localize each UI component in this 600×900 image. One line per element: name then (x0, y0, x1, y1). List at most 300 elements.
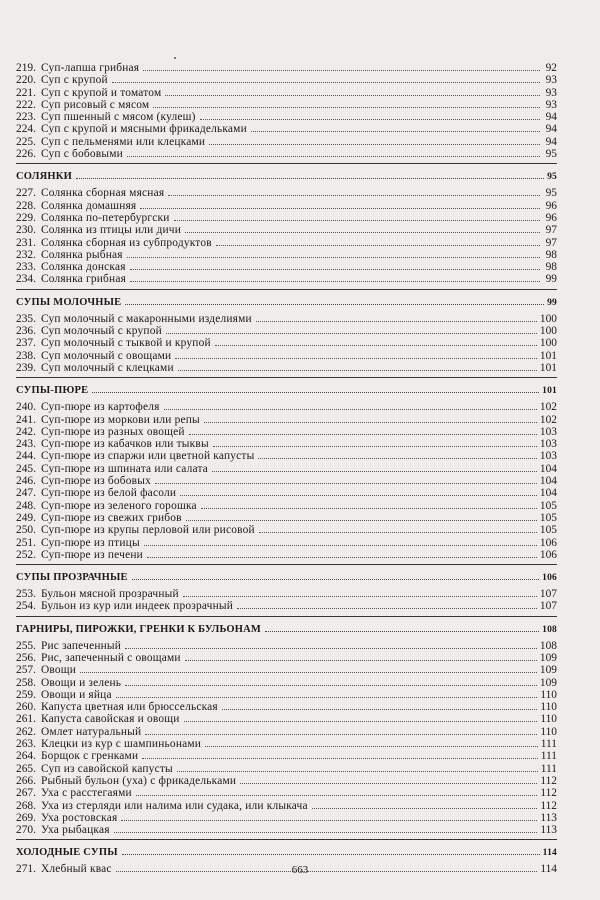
toc-entry (16, 121, 557, 136)
dot-leader (204, 412, 537, 423)
entry-number: 255. (16, 639, 36, 652)
table-of-contents (16, 60, 557, 874)
toc-entry (16, 785, 557, 800)
entry-number: 248. (16, 499, 36, 512)
entry-list (16, 399, 557, 559)
toc-entry (16, 185, 557, 200)
dot-leader (92, 383, 539, 393)
toc-entry (16, 699, 557, 714)
entry-number: 244. (16, 450, 36, 463)
entry-title: Суп-пюре из бобовых (40, 475, 151, 488)
entry-number: 241. (16, 413, 36, 426)
entry-title: Суп из савойской капусты (40, 762, 173, 775)
dot-leader (168, 185, 540, 196)
entry-number: 228. (16, 199, 36, 212)
entry-page-number: 93 (545, 86, 557, 99)
dot-leader (174, 210, 540, 221)
dot-leader (132, 570, 539, 580)
entry-number: 226. (16, 148, 36, 161)
entry-page-number: 94 (545, 135, 557, 148)
entry-page-number: 97 (545, 236, 557, 249)
toc-entry (16, 810, 557, 822)
entry-title: Солянка грибная (40, 273, 127, 286)
entry-number: 247. (16, 487, 36, 500)
entry-title: Бульон из кур или индеек прозрачный (40, 600, 234, 613)
toc-entry (16, 675, 557, 687)
entry-page-number: 111 (540, 750, 557, 763)
entry-page-number: 111 (540, 762, 557, 775)
section-title: СУПЫ-ПЮРЕ (16, 385, 89, 397)
entry-list (16, 586, 557, 611)
dot-leader (125, 675, 537, 686)
page-number: 663 (291, 864, 309, 876)
toc-entry (16, 448, 557, 463)
toc-entry (16, 412, 557, 424)
entry-number: 243. (16, 438, 36, 451)
entry-page-number: 110 (540, 688, 557, 701)
section-title: ГАРНИРЫ, ПИРОЖКИ, ГРЕНКИ К БУЛЬОНАМ (16, 623, 261, 635)
dot-leader (125, 638, 537, 649)
entry-title: Суп-пюре из разных овощей (40, 425, 185, 438)
entry-page-number: 101 (539, 361, 557, 374)
entry-number: 239. (16, 361, 36, 374)
dot-leader (222, 699, 537, 710)
toc-entry (16, 485, 557, 500)
entry-title: Рыбный бульон (уха) с фрикадельками (40, 774, 237, 787)
entry-page-number: 109 (539, 664, 557, 677)
entry-title: Бульон мясной прозрачный (40, 588, 179, 601)
toc-entry (16, 662, 557, 677)
entry-number: 238. (16, 349, 36, 362)
page-speck (174, 57, 176, 59)
entry-number: 251. (16, 536, 36, 549)
toc-entry (16, 360, 557, 372)
entry-number: 237. (16, 337, 36, 350)
entry-title: Суп-пюре из птицы (40, 536, 140, 549)
toc-entry (16, 598, 557, 613)
entry-number: 229. (16, 211, 36, 224)
entry-page-number: 104 (539, 475, 557, 488)
entry-number: 245. (16, 462, 36, 475)
entry-title: Суп-пюре из шпината или салата (40, 462, 209, 475)
entry-number: 257. (16, 664, 36, 677)
dot-leader (251, 121, 540, 132)
entry-page-number: 101 (539, 349, 557, 362)
dot-leader (112, 72, 540, 83)
toc-entry (16, 798, 557, 810)
entry-page-number: 112 (540, 787, 557, 800)
entry-page-number: 96 (545, 199, 557, 212)
entry-title: Омлет натуральный (40, 725, 142, 738)
section-page-number: 108 (542, 624, 557, 635)
section-title: СУПЫ ПРОЗРАЧНЫЕ (16, 572, 128, 584)
entry-number: 262. (16, 725, 36, 738)
dot-leader (116, 687, 538, 698)
entry-title: Суп молочный с клецками (40, 361, 174, 374)
entry-page-number: 100 (539, 312, 557, 325)
dot-leader (240, 773, 537, 784)
entry-title: Суп-пюре из печени (40, 548, 143, 561)
dot-leader (178, 360, 537, 371)
dot-leader (130, 271, 540, 282)
dot-leader (125, 295, 544, 305)
dot-leader (122, 845, 540, 855)
entry-page-number: 108 (539, 639, 557, 652)
entry-number: 240. (16, 401, 36, 414)
entry-number: 234. (16, 273, 36, 286)
entry-title: Суп молочный с макаронными изделиями (40, 312, 252, 325)
toc-entry (16, 736, 557, 751)
toc-entry (16, 510, 557, 522)
entry-number: 221. (16, 86, 36, 99)
entry-number: 264. (16, 750, 36, 763)
dot-leader (200, 109, 540, 120)
toc-entry (16, 146, 557, 161)
section-heading-block (16, 163, 557, 181)
entry-page-number: 104 (539, 462, 557, 475)
entry-page-number: 98 (545, 261, 557, 274)
entry-page-number: 99 (545, 273, 557, 286)
dot-leader (212, 461, 537, 472)
entry-page-number: 97 (545, 224, 557, 237)
entry-page-number: 94 (545, 111, 557, 124)
entry-title: Солянка из птицы или дичи (40, 224, 182, 237)
entry-number: 258. (16, 676, 36, 689)
toc-entry (16, 461, 557, 473)
entry-title: Солянка сборная из субпродуктов (40, 236, 212, 249)
section-heading (16, 295, 557, 307)
toc-entry (16, 235, 557, 247)
dot-leader (201, 498, 537, 509)
toc-entry (16, 522, 557, 537)
entry-title: Солянка донская (40, 261, 126, 274)
entry-page-number: 107 (539, 600, 557, 613)
entry-title: Рис, запеченный с овощами (40, 651, 181, 664)
dot-leader (180, 485, 537, 496)
entry-number: 222. (16, 98, 36, 111)
entry-number: 227. (16, 187, 36, 200)
entry-page-number: 103 (539, 438, 557, 451)
toc-entry (16, 134, 557, 146)
section-heading-block (16, 377, 557, 395)
section-page-number: 95 (547, 172, 557, 183)
entry-number: 235. (16, 312, 36, 325)
entry-number: 268. (16, 799, 36, 812)
section-page-number: 99 (547, 297, 557, 308)
dot-leader (189, 424, 537, 435)
toc-entry (16, 586, 557, 601)
entry-page-number: 106 (539, 548, 557, 561)
entry-title: Суп с бобовыми (40, 148, 123, 161)
toc-entry (16, 60, 557, 72)
section-heading-block (16, 564, 557, 582)
toc-entry (16, 109, 557, 124)
entry-list (16, 638, 557, 835)
entry-page-number: 109 (539, 676, 557, 689)
entry-title: Суп-пюре из крупы перловой или рисовой (40, 524, 255, 537)
entry-title: Клецки из кур с шампиньонами (40, 738, 202, 751)
toc-entry (16, 85, 557, 97)
dot-leader (213, 436, 537, 447)
dot-leader (155, 473, 537, 484)
entry-number: 271. (16, 863, 36, 876)
entry-title: Уха рыбацкая (40, 824, 110, 837)
toc-entry (16, 547, 557, 559)
entry-page-number: 110 (540, 701, 557, 714)
entry-number: 231. (16, 236, 36, 249)
dot-leader (183, 586, 537, 597)
entry-title: Уха из стерляди или налима или судака, или клыкача (40, 799, 308, 812)
entry-list (16, 60, 557, 161)
dot-leader (185, 650, 537, 661)
entry-title: Рис запеченный (40, 639, 122, 652)
dot-leader (164, 399, 537, 410)
section-title: СОЛЯНКИ (16, 171, 72, 183)
entry-number: 265. (16, 762, 36, 775)
entry-page-number: 98 (545, 248, 557, 261)
entry-page-number: 105 (539, 499, 557, 512)
entry-title: Суп-пюре из картофеля (40, 401, 160, 414)
toc-entry (16, 498, 557, 510)
section-page-number: 114 (542, 848, 557, 859)
entry-page-number: 105 (539, 511, 557, 524)
section-title: СУПЫ МОЛОЧНЫЕ (16, 296, 122, 308)
entry-page-number: 102 (539, 401, 557, 414)
toc-entry (16, 210, 557, 222)
dot-leader (114, 822, 538, 833)
entry-page-number: 103 (539, 425, 557, 438)
entry-number: 242. (16, 425, 36, 438)
section-heading (16, 845, 557, 857)
dot-leader (153, 97, 540, 108)
entry-title: Суп-пюре из спаржи или цветной капусты (40, 450, 255, 463)
entry-number: 270. (16, 824, 36, 837)
section-heading (16, 570, 557, 582)
entry-title: Солянка домашняя (40, 199, 137, 212)
entry-page-number: 110 (540, 725, 557, 738)
section-heading (16, 383, 557, 395)
dot-leader (136, 785, 538, 796)
entry-title: Уха ростовская (40, 811, 118, 824)
section-heading-block (16, 839, 557, 857)
entry-number: 269. (16, 811, 36, 824)
entry-title: Капуста цветная или брюссельская (40, 701, 218, 714)
toc-entry (16, 97, 557, 109)
toc-entry (16, 650, 557, 662)
toc-entry (16, 436, 557, 451)
entry-title: Суп с крупой (40, 74, 108, 87)
toc-entry (16, 638, 557, 650)
toc-entry (16, 271, 557, 286)
section-heading (16, 169, 557, 181)
dot-leader (259, 522, 537, 533)
entry-number: 254. (16, 600, 36, 613)
entry-page-number: 113 (540, 811, 557, 824)
dot-leader (165, 85, 540, 96)
entry-number: 252. (16, 548, 36, 561)
entry-title: Солянка рыбная (40, 248, 123, 261)
toc-entry (16, 773, 557, 785)
entry-title: Солянка по-петербургски (40, 211, 170, 224)
entry-title: Суп-пюре из свежих грибов (40, 511, 182, 524)
dot-leader (256, 311, 537, 322)
toc-entry (16, 222, 557, 237)
dot-leader (140, 198, 540, 209)
entry-title: Суп-лапша грибная (40, 62, 140, 74)
entry-page-number: 100 (539, 325, 557, 338)
entry-number: 259. (16, 688, 36, 701)
toc-entry (16, 687, 557, 699)
dot-leader (185, 222, 540, 233)
entry-page-number: 92 (545, 62, 557, 74)
entry-title: Суп-пюре из белой фасоли (40, 487, 177, 500)
entry-title: Овощи (40, 664, 77, 677)
entry-page-number: 93 (545, 74, 557, 87)
dot-leader (184, 711, 538, 722)
entry-page-number: 114 (540, 863, 557, 876)
dot-leader (142, 748, 537, 759)
entry-number: 223. (16, 111, 36, 124)
entry-page-number: 104 (539, 487, 557, 500)
entry-page-number: 95 (545, 148, 557, 161)
entry-number: 249. (16, 511, 36, 524)
toc-entry (16, 724, 557, 736)
entry-page-number: 112 (540, 774, 557, 787)
entry-page-number: 111 (540, 738, 557, 751)
entry-number: 236. (16, 325, 36, 338)
entry-number: 220. (16, 74, 36, 87)
entry-page-number: 107 (539, 588, 557, 601)
dot-leader (215, 335, 537, 346)
entry-number: 233. (16, 261, 36, 274)
entry-title: Суп молочный с овощами (40, 349, 172, 362)
entry-title: Суп-пюре из кабачков или тыквы (40, 438, 209, 451)
dot-leader (127, 247, 540, 258)
dot-leader (144, 535, 537, 546)
entry-page-number: 96 (545, 211, 557, 224)
toc-entry (16, 399, 557, 414)
dot-leader (177, 761, 538, 772)
entry-number: 250. (16, 524, 36, 537)
entry-page-number: 105 (539, 524, 557, 537)
entry-list (16, 185, 557, 286)
entry-page-number: 94 (545, 123, 557, 136)
entry-title: Суп рисовый с мясом (40, 98, 150, 111)
entry-title: Хлебный квас (40, 863, 112, 876)
dot-leader (130, 259, 540, 270)
entry-page-number: 102 (539, 413, 557, 426)
dot-leader (186, 510, 537, 521)
toc-entry (16, 535, 557, 547)
entry-page-number: 109 (539, 651, 557, 664)
toc-entry (16, 761, 557, 773)
dot-leader (121, 810, 537, 821)
entry-number: 263. (16, 738, 36, 751)
entry-page-number: 112 (540, 799, 557, 812)
entry-title: Суп с крупой и мясными фрикадельками (40, 123, 247, 136)
toc-entry (16, 259, 557, 274)
entry-title: Суп-пюре из зеленого горошка (40, 499, 197, 512)
dot-leader (237, 598, 537, 609)
entry-title: Борщок с гренками (40, 750, 139, 763)
section-page-number: 106 (542, 573, 557, 584)
entry-number: 266. (16, 774, 36, 787)
entry-number: 225. (16, 135, 36, 148)
dot-leader (80, 662, 537, 673)
dot-leader (209, 134, 540, 145)
dot-leader (265, 622, 539, 632)
toc-entry (16, 348, 557, 360)
toc-entry (16, 748, 557, 763)
section-heading-block (16, 289, 557, 307)
dot-leader (147, 547, 537, 558)
entry-number: 261. (16, 713, 36, 726)
section-page-number: 101 (542, 386, 557, 397)
entry-number: 253. (16, 588, 36, 601)
entry-title: Суп с крупой и томатом (40, 86, 162, 99)
entry-page-number: 113 (540, 824, 557, 837)
entry-number: 246. (16, 475, 36, 488)
entry-page-number: 100 (539, 337, 557, 350)
entry-number: 267. (16, 787, 36, 800)
toc-entry (16, 473, 557, 488)
entry-page-number: 93 (545, 98, 557, 111)
entry-page-number: 110 (540, 713, 557, 726)
entry-page-number: 106 (539, 536, 557, 549)
dot-leader (175, 348, 537, 359)
dot-leader (145, 724, 537, 735)
entry-title: Уха с расстегаями (40, 787, 132, 800)
entry-number: 224. (16, 123, 36, 136)
entry-number: 232. (16, 248, 36, 261)
toc-entry (16, 822, 557, 837)
toc-entry (16, 323, 557, 338)
entry-title: Суп пшенный с мясом (кулеш) (40, 111, 196, 124)
toc-entry (16, 247, 557, 259)
toc-entry (16, 311, 557, 323)
section-title: ХОЛОДНЫЕ СУПЫ (16, 847, 118, 859)
entry-title: Суп с пельменями или клецками (40, 135, 206, 148)
toc-entry (16, 711, 557, 726)
toc-entry (16, 72, 557, 87)
entry-title: Суп-пюре из моркови или репы (40, 413, 200, 426)
dot-leader (205, 736, 538, 747)
entry-page-number: 103 (539, 450, 557, 463)
toc-entry (16, 424, 557, 436)
entry-title: Овощи и зелень (40, 676, 122, 689)
entry-title: Овощи и яйца (40, 688, 112, 701)
entry-page-number: 95 (545, 187, 557, 200)
entry-title: Суп молочный с тыквой и крупой (40, 337, 211, 350)
toc-entry (16, 198, 557, 210)
entry-title: Суп молочный с крупой (40, 325, 162, 338)
dot-leader (143, 60, 540, 71)
dot-leader (166, 323, 537, 334)
dot-leader (312, 798, 538, 809)
dot-leader (258, 448, 536, 459)
dot-leader (76, 169, 544, 179)
entry-list (16, 311, 557, 372)
dot-leader (127, 146, 540, 157)
toc-entry (16, 335, 557, 350)
dot-leader (216, 235, 540, 246)
entry-number: 256. (16, 651, 36, 664)
section-heading-block (16, 616, 557, 634)
entry-title: Солянка сборная мясная (40, 187, 165, 200)
entry-number: 230. (16, 224, 36, 237)
section-heading (16, 622, 557, 634)
entry-number: 219. (16, 62, 36, 74)
